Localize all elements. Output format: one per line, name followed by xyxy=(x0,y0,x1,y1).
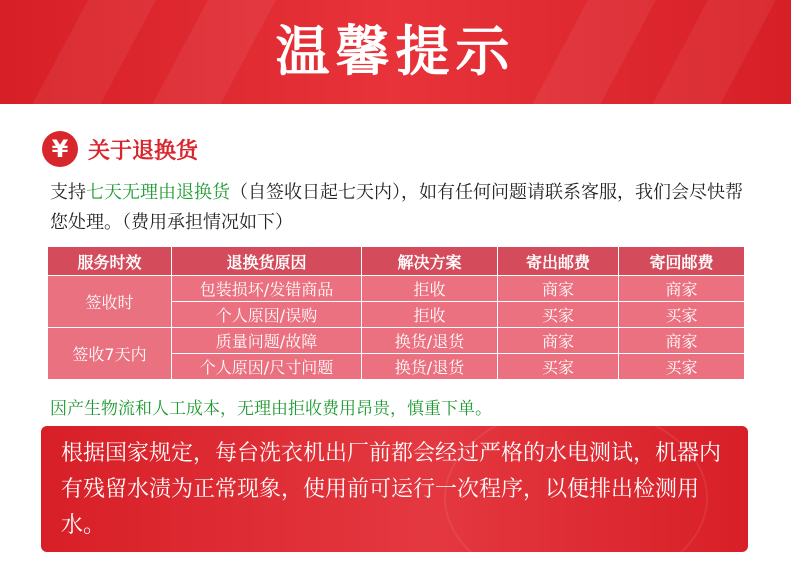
notice-text: 根据国家规定，每台洗衣机出厂前都会经过严格的水电测试，机器内有残留水渍为正常现象，使用前可运行一次程序，以便排出检测用水。 xyxy=(61,441,722,538)
header-return-fee: 寄回邮费 xyxy=(619,247,745,276)
return-fee-cell: 商家 xyxy=(619,328,745,354)
page-title: 温馨提示 xyxy=(275,20,516,83)
return-fee-cell: 买家 xyxy=(619,302,745,328)
solution-cell: 拒收 xyxy=(362,302,498,328)
solution-cell: 换货/退货 xyxy=(362,354,498,380)
send-fee-cell: 商家 xyxy=(498,328,619,354)
intro-rest: （自签收日起七天内），如有任何问题请联系客服，我们会尽快帮您处理。（费用承担情况如下） xyxy=(50,182,743,233)
intro-prefix: 支持 xyxy=(50,182,86,203)
fee-table xyxy=(47,246,745,380)
notice-box xyxy=(41,426,748,552)
period-cell: 签收时 xyxy=(48,276,172,328)
return-fee-cell: 商家 xyxy=(619,276,745,302)
solution-cell: 拒收 xyxy=(362,276,498,302)
banner xyxy=(0,0,791,104)
intro-paragraph xyxy=(50,178,760,238)
header-solution: 解决方案 xyxy=(362,247,498,276)
intro-highlight: 七天无理由退换货 xyxy=(86,182,230,203)
reason-cell: 个人原因/尺寸问题 xyxy=(172,354,362,380)
yen-icon: ¥ xyxy=(42,131,78,167)
header-reason: 退换货原因 xyxy=(172,247,362,276)
table-row xyxy=(48,328,745,354)
header-send-fee: 寄出邮费 xyxy=(498,247,619,276)
period-cell: 签收7天内 xyxy=(48,328,172,380)
table-row xyxy=(48,276,745,302)
solution-cell: 换货/退货 xyxy=(362,328,498,354)
send-fee-cell: 买家 xyxy=(498,302,619,328)
section-header xyxy=(42,130,198,168)
return-fee-cell: 买家 xyxy=(619,354,745,380)
table-header-row xyxy=(48,247,745,276)
send-fee-cell: 商家 xyxy=(498,276,619,302)
warning-note: 因产生物流和人工成本，无理由拒收费用昂贵，慎重下单。 xyxy=(50,399,492,419)
header-period: 服务时效 xyxy=(48,247,172,276)
reason-cell: 包装损坏/发错商品 xyxy=(172,276,362,302)
section-title: 关于退换货 xyxy=(88,138,199,164)
reason-cell: 个人原因/误购 xyxy=(172,302,362,328)
reason-cell: 质量问题/故障 xyxy=(172,328,362,354)
send-fee-cell: 买家 xyxy=(498,354,619,380)
